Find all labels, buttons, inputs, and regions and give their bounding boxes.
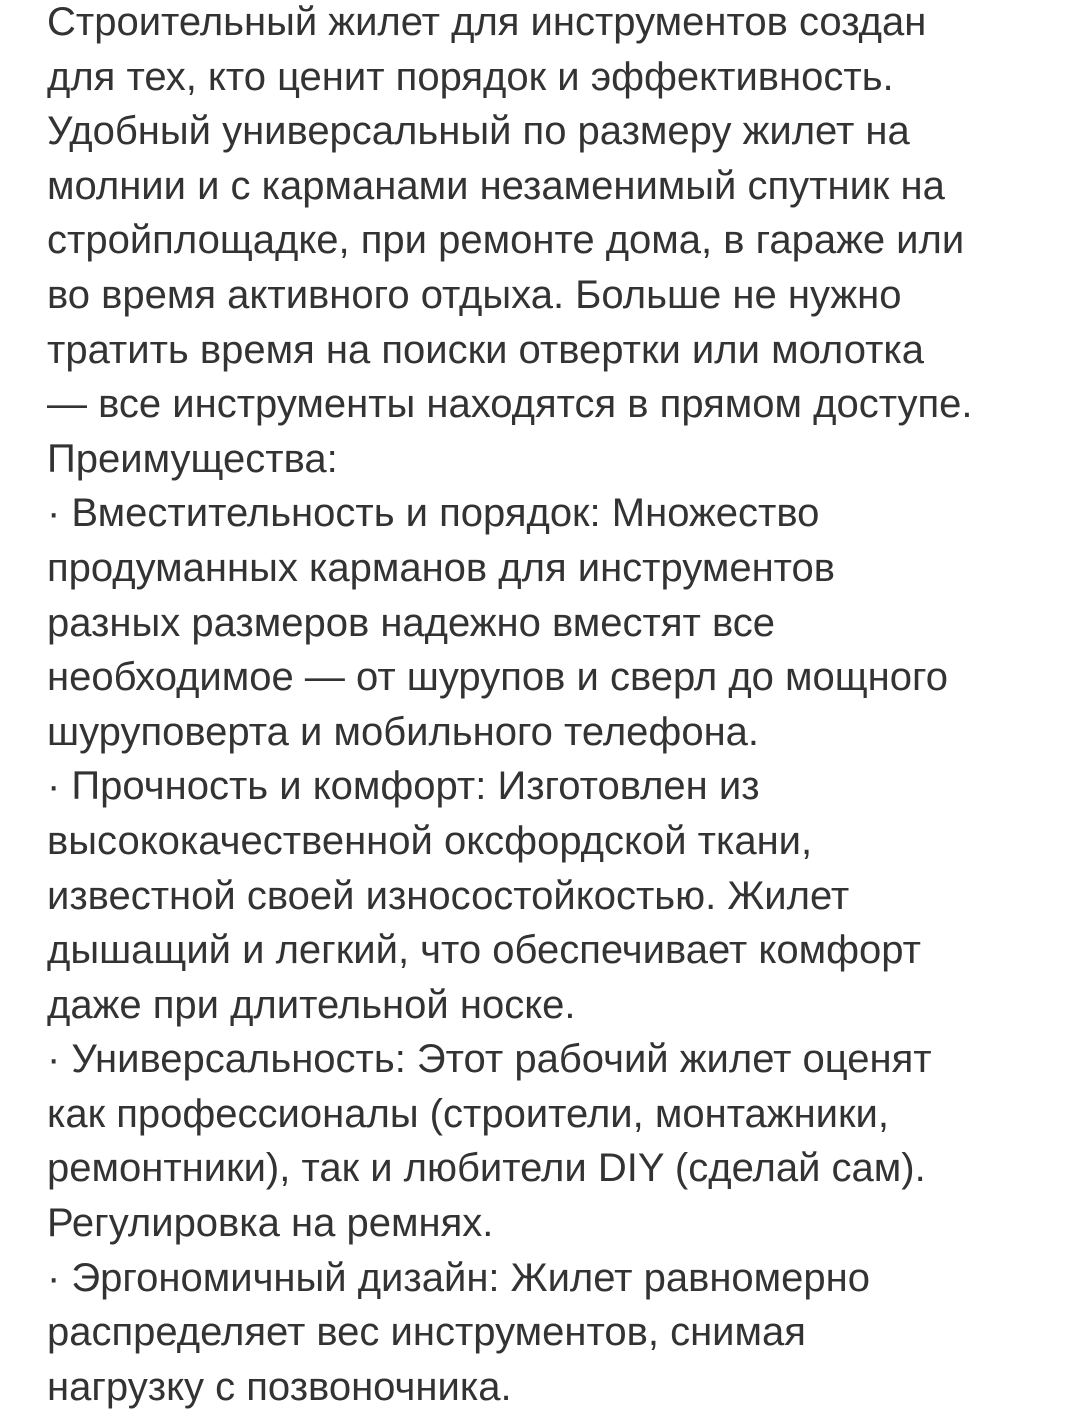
description-line: продуманных карманов для инструментов [47,545,836,590]
description-bullet-line: · Универсальность: Этот рабочий жилет оценят [47,1037,932,1082]
description-line: нагрузку с позвоночника. [47,1364,512,1409]
description-bullet-line: · Эргономичный дизайн: Жилет равномерно [47,1255,871,1300]
description-line: высококачественной оксфордской ткани, [47,818,813,863]
description-bullet-line: · Вместительность и порядок: Множество [47,491,820,536]
description-line: во время активного отдыха. Больше не нужно [47,272,902,317]
description-line: известной своей износостойкостью. Жилет [47,873,850,918]
description-line: — все инструменты находятся в прямом доступе. [47,382,973,427]
description-line: необходимое — от шурупов и сверл до мощного [47,655,948,700]
description-line: как профессионалы (строители, монтажники, [47,1091,889,1136]
description-line: дышащий и легкий, что обеспечивает комфорт [47,928,921,973]
description-line: Регулировка на ремнях. [47,1201,494,1246]
description-line: для тех, кто ценит порядок и эффективность. [47,54,894,99]
description-line: распределяет вес инструментов, снимая [47,1310,806,1355]
description-line: стройплощадке, при ремонте дома, в гараже или [47,218,965,263]
description-line: Удобный универсальный по размеру жилет на [47,109,910,154]
description-line: Строительный жилет для инструментов создан [47,0,927,44]
description-line: тратить время на поиски отвертки или молотка [47,327,925,372]
description-line: ремонтники), так и любители DIY (сделай сам). [47,1146,926,1191]
description-line: даже при длительной носке. [47,982,576,1027]
description-line: молнии и с карманами незаменимый спутник на [47,163,945,208]
description-bullet-line: · Прочность и комфорт: Изготовлен из [47,764,760,809]
description-line: шуруповерта и мобильного телефона. [47,709,760,754]
description-heading-line: Преимущества: [47,436,338,481]
description-line: разных размеров надежно вместят все [47,600,776,645]
